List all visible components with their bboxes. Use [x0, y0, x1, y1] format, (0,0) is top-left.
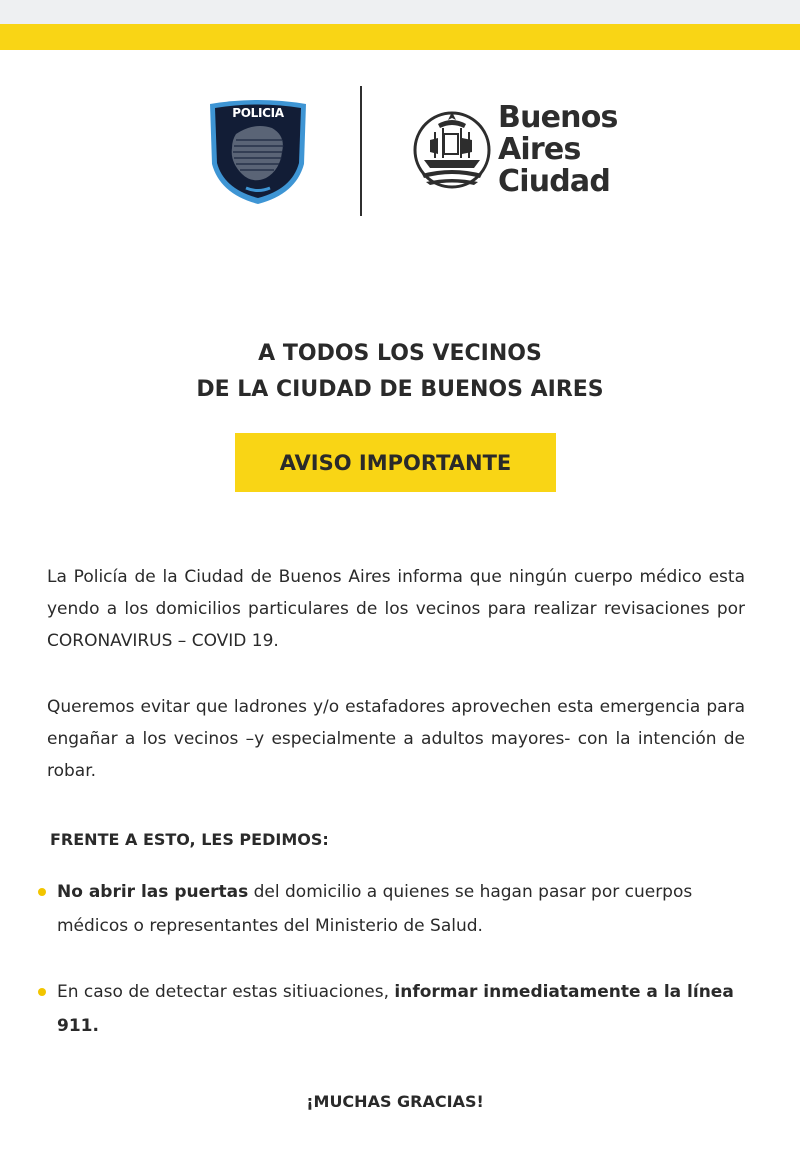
- logo-divider: [360, 86, 362, 216]
- request-heading: FRENTE A ESTO, LES PEDIMOS:: [50, 830, 329, 849]
- bullet-dot-icon: [38, 988, 46, 996]
- buenos-aires-emblem-icon: [412, 104, 494, 194]
- city-brand-wordmark: [498, 102, 618, 198]
- city-brand-line-1: Buenos: [498, 100, 618, 135]
- page-title: [0, 336, 800, 408]
- header-accent-bar: [0, 24, 800, 50]
- page-title-line-1: A TODOS LOS VECINOS: [258, 341, 542, 366]
- info-paragraph: La Policía de la Ciudad de Buenos Aires informa que ningún cuerpo médico esta yendo a los domicilios particulares de los vecinos para realizar revisaciones por CORONAVIRUS – COVID 19.: [47, 567, 745, 651]
- top-strip: [0, 0, 800, 24]
- request-item-body: del domicilio a quienes se hagan pasar por cuerpos médicos o representantes del Ministerio de Salud.: [57, 882, 693, 936]
- warning-paragraph: Queremos evitar que ladrones y/o estafadores aprovechen esta emergencia para engañar a los vecinos –y especialmente a adultos mayores- con la intención de robar.: [47, 697, 745, 781]
- police-shield-icon: [206, 100, 310, 208]
- request-item-body: En caso de detectar estas sitiuaciones,: [57, 982, 395, 1002]
- police-badge-text: POLICIA: [232, 106, 284, 120]
- city-brand-line-3: Ciudad: [498, 164, 611, 199]
- page-title-line-2: DE LA CIUDAD DE BUENOS AIRES: [196, 377, 604, 402]
- closing-thanks: ¡MUCHAS GRACIAS!: [306, 1092, 484, 1111]
- request-item-text: [57, 975, 747, 1043]
- request-item-emphasis: informar inmediatamente a la línea 911.: [57, 982, 734, 1036]
- request-item-text: [57, 875, 747, 943]
- bullet-dot-icon: [38, 888, 46, 896]
- important-notice-badge: AVISO IMPORTANTE: [235, 433, 556, 492]
- city-brand-line-2: Aires: [498, 132, 581, 167]
- request-item-emphasis: No abrir las puertas: [57, 882, 249, 902]
